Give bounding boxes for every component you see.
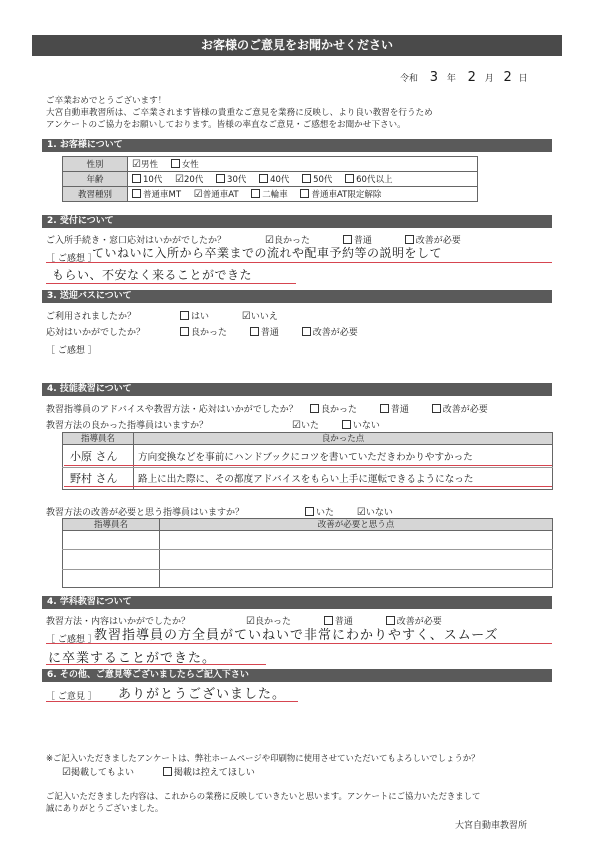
driving-normal-option[interactable]: 普通 <box>380 402 409 415</box>
underline <box>46 262 552 263</box>
day-unit: 日 <box>518 74 528 84</box>
section-reception-header: 2. 受付について <box>42 215 552 228</box>
bus-usage-question: ご利用されましたか？ <box>46 312 137 322</box>
closing-line: 誠にありがとうございました。 <box>46 803 164 813</box>
checkbox-icon <box>310 404 319 413</box>
checkbox-icon <box>405 235 414 244</box>
checkbox-icon <box>180 311 189 320</box>
improve-instructor-question: 教習方法の改善が必要と思う指導員はいますか？ <box>46 508 245 518</box>
driving-improve-option[interactable]: 改善が必要 <box>432 402 488 415</box>
age-40s-option[interactable]: 40代 <box>259 173 289 185</box>
reception-comment-label: ［ ご感想 ］ <box>46 254 97 264</box>
underline <box>46 701 298 702</box>
classroom-comment-line1[interactable]: 教習指導員の方全員がていねいで非常にわかりやすく、スムーズ <box>94 628 499 643</box>
checked-box-icon: ☑ <box>175 174 184 185</box>
form-title: お客様のご意見をお聞かせください <box>32 35 562 56</box>
checked-box-icon: ☑ <box>265 235 274 246</box>
instructor-name[interactable]: 小原 さん <box>70 450 118 463</box>
publish-options <box>62 765 265 778</box>
bus-good-option[interactable]: 良かった <box>180 325 227 338</box>
age-10s-option[interactable]: 10代 <box>132 173 162 185</box>
reception-comment-line2[interactable]: もらい、不安なく来ることができた <box>52 268 253 282</box>
reception-comment-line1[interactable]: ていねいに入所から卒業までの流れや配車予約等の説明をして <box>92 246 443 260</box>
course-motorcycle-option[interactable]: 二輪車 <box>251 188 288 200</box>
instructor-name[interactable]: 野村 さん <box>70 472 118 485</box>
age-20s-option[interactable]: ☑20代 <box>175 174 204 185</box>
checkbox-icon <box>300 189 309 198</box>
other-comment-label: ［ ご意見 ］ <box>46 692 97 702</box>
bus-improve-option[interactable]: 改善が必要 <box>302 325 358 338</box>
bus-no-option[interactable]: ☑いいえ <box>241 311 278 322</box>
checked-box-icon: ☑ <box>132 159 141 170</box>
age-30s-option[interactable]: 30代 <box>216 173 246 185</box>
section-other-header: 6. その他、ご意見等ございましたらご記入下さい <box>42 669 552 682</box>
publish-decline-option[interactable]: 掲載は控えてほしい <box>163 765 255 778</box>
closing-text <box>46 790 480 814</box>
grid-divider <box>159 518 160 588</box>
checkbox-icon <box>163 767 172 776</box>
grid-head-points: 改善が必要と思う点 <box>159 518 553 531</box>
underline <box>46 643 552 644</box>
classroom-improve-option[interactable]: 改善が必要 <box>386 614 442 627</box>
intro-line: アンケートのご協力をお願いしております。皆様の率直なご意見・ご感想をお聞かせ下さい。 <box>46 120 406 130</box>
checked-box-icon: ☑ <box>62 767 71 778</box>
checkbox-icon <box>302 327 311 336</box>
year-unit: 年 <box>446 74 456 84</box>
reception-normal-option[interactable]: 普通 <box>343 233 372 246</box>
age-label: 年齢 <box>63 172 128 187</box>
bus-yes-option[interactable]: はい <box>180 309 209 322</box>
checkbox-icon <box>132 174 141 183</box>
classroom-question: 教習方法・内容はいかがでしたか？ <box>46 617 191 627</box>
section-customer-header: 1. お客様について <box>42 139 552 152</box>
improve-instructor-options <box>305 505 403 518</box>
grid-row-divider <box>62 467 553 468</box>
checkbox-icon <box>259 174 268 183</box>
intro-text <box>46 95 433 131</box>
checkbox-icon <box>305 507 314 516</box>
bus-service-question: 応対はいかがでしたか？ <box>46 328 146 338</box>
intro-line: 大宮自動車教習所は、ご卒業されます皆様の貴重なご意見を業務に反映し、より良い教習を行うため <box>46 108 433 118</box>
age-50s-option[interactable]: 50代 <box>302 173 332 185</box>
good-instructor-yes-option[interactable]: ☑いた <box>292 420 319 431</box>
grid-divider <box>133 432 134 490</box>
improve-instructor-no-option[interactable]: ☑いない <box>356 507 393 518</box>
customer-info-table <box>62 156 478 202</box>
section-classroom-header: 4. 学科教習について <box>42 596 552 609</box>
checkbox-icon <box>343 235 352 244</box>
gender-male-option[interactable]: ☑男性 <box>132 159 158 170</box>
checkbox-icon <box>432 404 441 413</box>
driving-good-option[interactable]: 良かった <box>310 402 357 415</box>
checked-box-icon: ☑ <box>193 189 203 200</box>
course-at-option[interactable]: ☑普通車AT <box>193 189 239 200</box>
date-line <box>400 70 528 85</box>
bus-comment-label: ［ ご感想 ］ <box>46 346 97 356</box>
driving-advice-options <box>310 402 498 415</box>
grid-row-divider <box>62 569 553 570</box>
grid-row-divider <box>62 549 553 550</box>
good-instructor-question: 教習方法の良かった指導員はいますか？ <box>46 421 209 431</box>
checkbox-icon <box>251 189 260 198</box>
section-bus-header: 3. 送迎バスについて <box>42 290 552 303</box>
school-name: 大宮自動車教習所 <box>455 821 528 831</box>
age-row <box>63 172 478 187</box>
classroom-comment-line2[interactable]: に卒業することができた。 <box>48 651 217 666</box>
checkbox-icon <box>132 189 141 198</box>
classroom-good-option[interactable]: ☑良かった <box>246 616 291 627</box>
course-mt-option[interactable]: 普通車MT <box>132 188 181 200</box>
other-comment[interactable]: ありがとうございました。 <box>118 687 287 702</box>
underline <box>46 283 296 284</box>
reception-question: ご入所手続き・窓口応対はいかがでしたか？ <box>46 236 227 246</box>
classroom-comment-label: ［ ご感想 ］ <box>46 635 97 645</box>
reception-good-option[interactable]: ☑良かった <box>265 235 310 246</box>
section-driving-header: 4. 技能教習について <box>42 383 552 396</box>
checkbox-icon <box>380 404 389 413</box>
date-month[interactable]: 2 <box>467 70 476 85</box>
checkbox-icon <box>171 159 180 168</box>
underline <box>46 664 266 665</box>
checkbox-icon <box>302 174 311 183</box>
checkbox-icon <box>180 327 189 336</box>
checkbox-icon <box>216 174 225 183</box>
instructor-good-point[interactable]: 路上に出た際に、その都度アドバイスをもらい上手に運転できるようになった <box>138 474 474 485</box>
era-label: 令和 <box>400 74 419 84</box>
publish-ok-option[interactable]: ☑掲載してもよい <box>62 767 134 778</box>
date-year[interactable]: 3 <box>429 70 439 85</box>
gender-female-option[interactable]: 女性 <box>171 158 199 170</box>
age-60plus-option[interactable]: 60代以上 <box>345 173 392 185</box>
checkbox-icon <box>250 327 259 336</box>
closing-line: ご記入いただきました内容は、これからの業務に反映していきたいと思います。アンケートにご協力いただきまして <box>46 791 481 801</box>
gender-row <box>63 157 478 172</box>
bus-normal-option[interactable]: 普通 <box>250 325 279 338</box>
checked-box-icon: ☑ <box>241 311 251 322</box>
grid-head-points: 良かった点 <box>133 432 553 445</box>
classroom-normal-option[interactable]: 普通 <box>324 614 353 627</box>
gender-label: 性別 <box>63 157 128 172</box>
course-label: 教習種別 <box>63 187 128 202</box>
instructor-good-point[interactable]: 方向変換などを事前にハンドブックにコツを書いていただきわかりやすかった <box>138 452 473 463</box>
date-day[interactable]: 2 <box>503 70 512 85</box>
underline <box>64 465 552 466</box>
driving-advice-question: 教習指導員のアドバイスや教習方法・応対はいかがでしたか？ <box>46 405 298 415</box>
course-row <box>63 187 478 202</box>
underline <box>64 486 552 487</box>
bus-service-options <box>180 325 368 338</box>
good-instructor-no-option[interactable]: いない <box>342 418 380 431</box>
grid-head-name: 指導員名 <box>62 518 160 531</box>
good-instructor-options <box>292 418 390 431</box>
checkbox-icon <box>342 420 351 429</box>
month-unit: 月 <box>484 74 494 84</box>
grid-head-name: 指導員名 <box>62 432 134 445</box>
checked-box-icon: ☑ <box>246 616 255 627</box>
bus-usage-options <box>180 309 288 322</box>
checked-box-icon: ☑ <box>356 507 366 518</box>
intro-line: ご卒業おめでとうございます！ <box>46 96 167 106</box>
reception-improve-option[interactable]: 改善が必要 <box>405 233 461 246</box>
checked-box-icon: ☑ <box>292 420 301 431</box>
course-at-release-option[interactable]: 普通車AT限定解除 <box>300 188 381 200</box>
improve-instructor-yes-option[interactable]: いた <box>305 505 334 518</box>
publish-permission-note: ※ご記入いただきましたアンケートは、弊社ホームページや印刷物に使用させていただいてもよろしいでしょうか？ <box>46 753 480 763</box>
checkbox-icon <box>345 174 354 183</box>
